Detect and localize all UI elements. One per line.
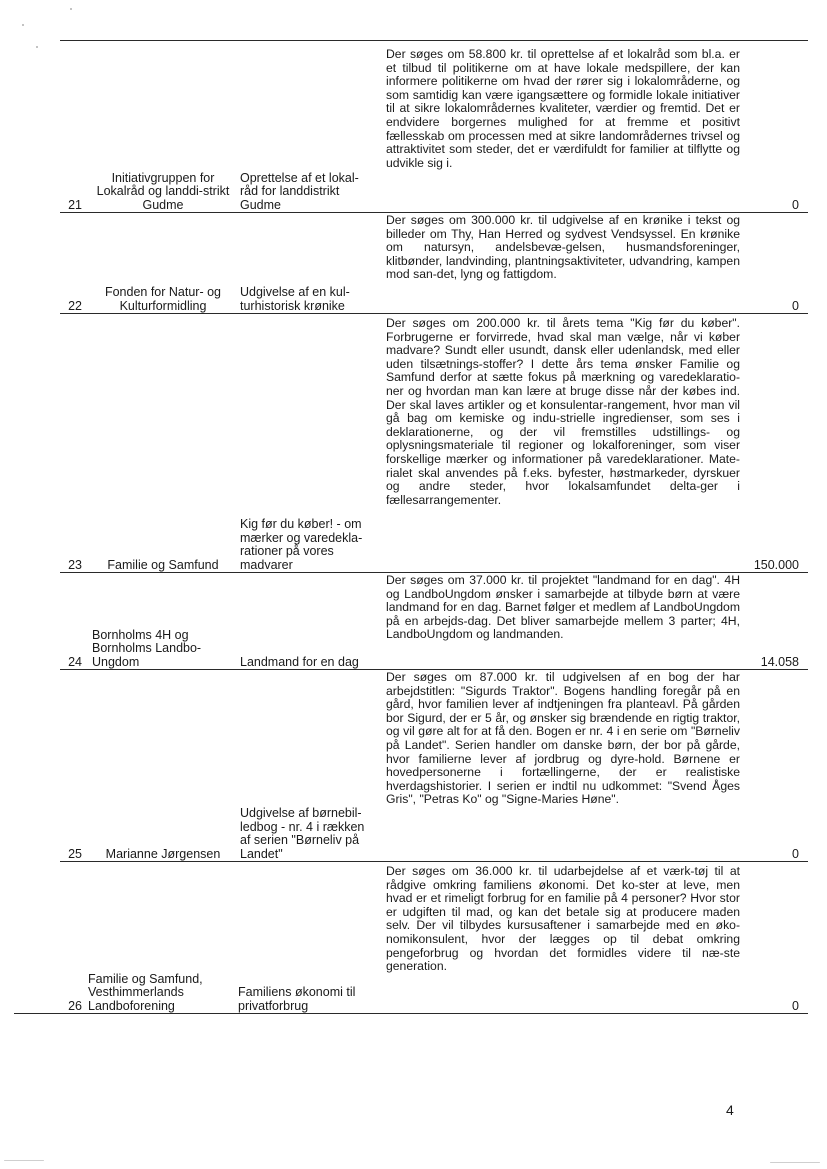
scan-speck — [70, 8, 72, 10]
description-cell: Der søges om 37.000 kr. til projektet "landmand for en dag". 4H og LandboUngdom ønsker i samarbejde at tilbyde børn at være landmand for en dag. Barnet følger et medlem af LandboUngdom på en arbejds-dag. Det bliver samarbejde mellem 3 parter; 4H, LandboUngdom og landmanden. — [386, 573, 740, 642]
applicant-cell: Familie og Samfund, Vesthimmerlands Landboforening — [88, 971, 207, 1013]
project-cell: Familiens økonomi til privatforbrug — [238, 985, 359, 1013]
project-cell: Oprettelse af et lokal-råd for landdistrikt Gudme — [240, 170, 359, 212]
description-cell: Der søges om 87.000 kr. til udgivelsen af en bog der har arbejdstitlen: "Sigurds Traktor". Bogens handling foregår på en gård, hvor familien lever af indtjeningen fra planteavl. På gården bor Sigurd, der er 5 år, og ønsker sig brændende en rigtig traktor, og vil gøre alt for at få den. Bogen er nr. 4 i en serie om "Børneliv på Landet". Serien handler om danske børn, der bor på gårde, hvor familierne lever af jordbrug og dyre-hold. Børnene er hovedpersonerne i fortællingerne, der er realistiske hverdagshistorier. I serien er indtil nu udkommet: "Svend Åges Gris", "Petras Ko" og "Signe-Maries Høne". — [386, 670, 740, 807]
description-cell: Der søges om 300.000 kr. til udgivelse af en krønike i tekst og billeder om Thy, Han Herred og sydvest Vendsyssel. En krønike om natursyn, andelsbevæ-gelsen, husmandsforeninger, klitbønder, landvinding, plantningsaktiviteter, udvandring, kampen mod san-det, lyng og fattigdom. — [386, 213, 740, 282]
applicant-cell: Fonden for Natur- og Kulturformidling — [104, 285, 225, 313]
amount-cell: 0 — [792, 998, 799, 1013]
row-number: 24 — [68, 654, 82, 669]
row-number: 22 — [68, 298, 82, 313]
amount-cell: 0 — [792, 846, 799, 861]
amount-cell: 0 — [792, 197, 799, 212]
amount-cell: 0 — [792, 298, 799, 313]
amount-cell: 150.000 — [753, 557, 799, 572]
description-cell: Der søges om 200.000 kr. til årets tema "Kig før du køber". Forbrugerne er forvirrede, hvad skal man vælge, når vi køber madvare? Sundt eller usundt, dansk eller udenlandsk, med eller uden tilsætnings-stoffer? I dette års tema ønsker Familie og Samfund derfor at sætte fokus på mærkning og varedeklaratio-ner og hvordan man kan lære at bruge disse når der købes ind. Der skal laves artikler og et konsulentar-rangement, hvor man vil gå bag om kemiske og indu-strielle ingredienser, som ses i deklarationerne, og der vil fremstilles udstillings- og oplysningsmateriale til regioner og lokalforeninger, som viser forskellige mærker og informationer på varedeklarationer. Mate-rialet skal anvendes på f.eks. byfester, høstmarkeder, dyrskuer og andre steder, hvor lokalsamfundet delta-ger i fællesarrangementer. — [386, 316, 740, 507]
table-row — [0, 861, 827, 1013]
project-cell: Udgivelse af en kul-turhistorisk krønike — [240, 285, 350, 313]
project-cell: Landmand for en dag — [240, 654, 359, 669]
table-top-rule — [60, 40, 808, 41]
scan-speck — [22, 24, 24, 26]
applicant-cell: Initiativgruppen for Lokalråd og landdi-strikt Gudme — [96, 170, 233, 212]
applicant-cell: Marianne Jørgensen — [105, 846, 221, 861]
project-cell: Udgivelse af børnebil-ledbog - nr. 4 i rækken af serien "Børneliv på Landet" — [240, 806, 368, 861]
scan-speck — [4, 1160, 44, 1161]
description-cell: Der søges om 36.000 kr. til udarbejdelse af et værk-tøj til at rådgive omkring familiens økonomi. Det ko-ster at leve, men hvad er et rimeligt forbrug for en familie på 4 personer? Hvor stor er udgiften til mad, og kan det betale sig at producere maden selv. Der vil tilbydes kursusaftener i samarbejde med en øko-nomikonsulent, hvor der lægges op til debat omkring pengeforbrug og hvordan det formidles videre til næ-ste generation. — [386, 864, 740, 974]
row-number: 21 — [68, 197, 82, 212]
row-number: 26 — [68, 998, 82, 1013]
table-row — [0, 572, 827, 669]
amount-cell: 14.058 — [760, 654, 799, 669]
row-number: 23 — [68, 557, 82, 572]
table-row — [0, 212, 827, 313]
applicant-cell: Familie og Samfund — [107, 557, 219, 572]
row-divider — [14, 1013, 808, 1014]
applicant-cell: Bornholms 4H og Bornholms Landbo-Ungdom — [92, 627, 202, 669]
page-number: 4 — [726, 1102, 734, 1118]
scan-speck — [770, 1162, 820, 1163]
table-row — [0, 313, 827, 572]
table-row — [0, 669, 827, 861]
row-number: 25 — [68, 846, 82, 861]
project-cell: Kig før du køber! - om mærker og varedekla-rationer på vores madvarer — [240, 517, 366, 572]
table-row — [0, 44, 827, 212]
description-cell: Der søges om 58.800 kr. til oprettelse af et lokalråd som bl.a. er et tilbud til politikerne om at have lokale medspillere, der kan informere politikerne om hvad der rører sig i lokalområderne, og som samtidig kan være igangsættere og formidle lokale initiativer til at sikre lokalområdernes kvaliteter, værdier og fremtid. Det er endvidere borgernes mulighed for at fremme et positivt fællesskab om processen med at sikre landområdernes trivsel og attraktivitet som steder, det er værdifuldt for familier at tilflytte og udvikle sig i. — [386, 47, 740, 170]
